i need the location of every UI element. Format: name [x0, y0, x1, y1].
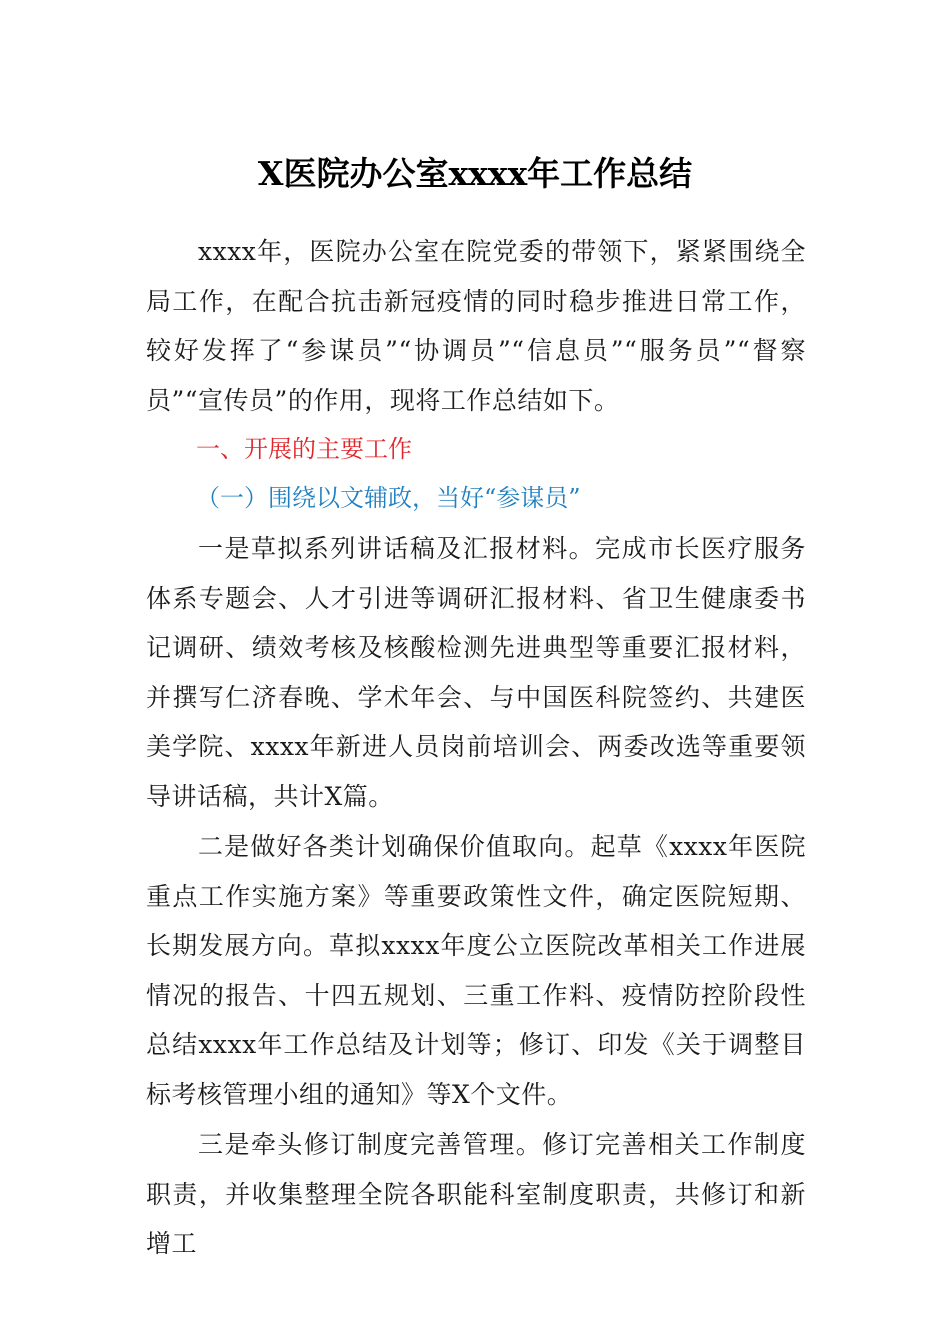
paragraph-plans: 二是做好各类计划确保价值取向。起草《xxxx年医院重点工作实施方案》等重要政策性文件，确定医院短期、长期发展方向。草拟xxxx年度公立医院改革相关工作进展情况的报告、十四五规划、三重工作料、疫情防控阶段性总结xxxx年工作总结及计划等；修订、印发《关于调整目标考核管理小组的通知》等X个文件。 [146, 832, 806, 1109]
section-heading-main-work: 一、开展的主要工作 [196, 435, 412, 463]
document-title: X医院办公室xxxx年工作总结 [257, 154, 693, 193]
subsection-heading-advisor: （一）围绕以文辅政，当好“参谋员” [196, 484, 581, 512]
paragraph-regulations: 三是牵头修订制度完善管理。修订完善相关工作制度职责，并收集整理全院各职能科室制度职责，共修订和新增工 [146, 1130, 806, 1258]
intro-paragraph: xxxx年，医院办公室在院党委的带领下，紧紧围绕全局工作，在配合抗击新冠疫情的同时稳步推进日常工作，较好发挥了“参谋员”“协调员”“信息员”“服务员”“督察员”“宣传员”的作用，现将工作总结如下。 [146, 237, 806, 415]
paragraph-speech-drafts: 一是草拟系列讲话稿及汇报材料。完成市长医疗服务体系专题会、人才引进等调研汇报材料、省卫生健康委书记调研、绩效考核及核酸检测先进典型等重要汇报材料，并撰写仁济春晚、学术年会、与中国医科院签约、共建医美学院、xxxx年新进人员岗前培训会、两委改选等重要领导讲话稿，共计X篇。 [146, 534, 806, 811]
